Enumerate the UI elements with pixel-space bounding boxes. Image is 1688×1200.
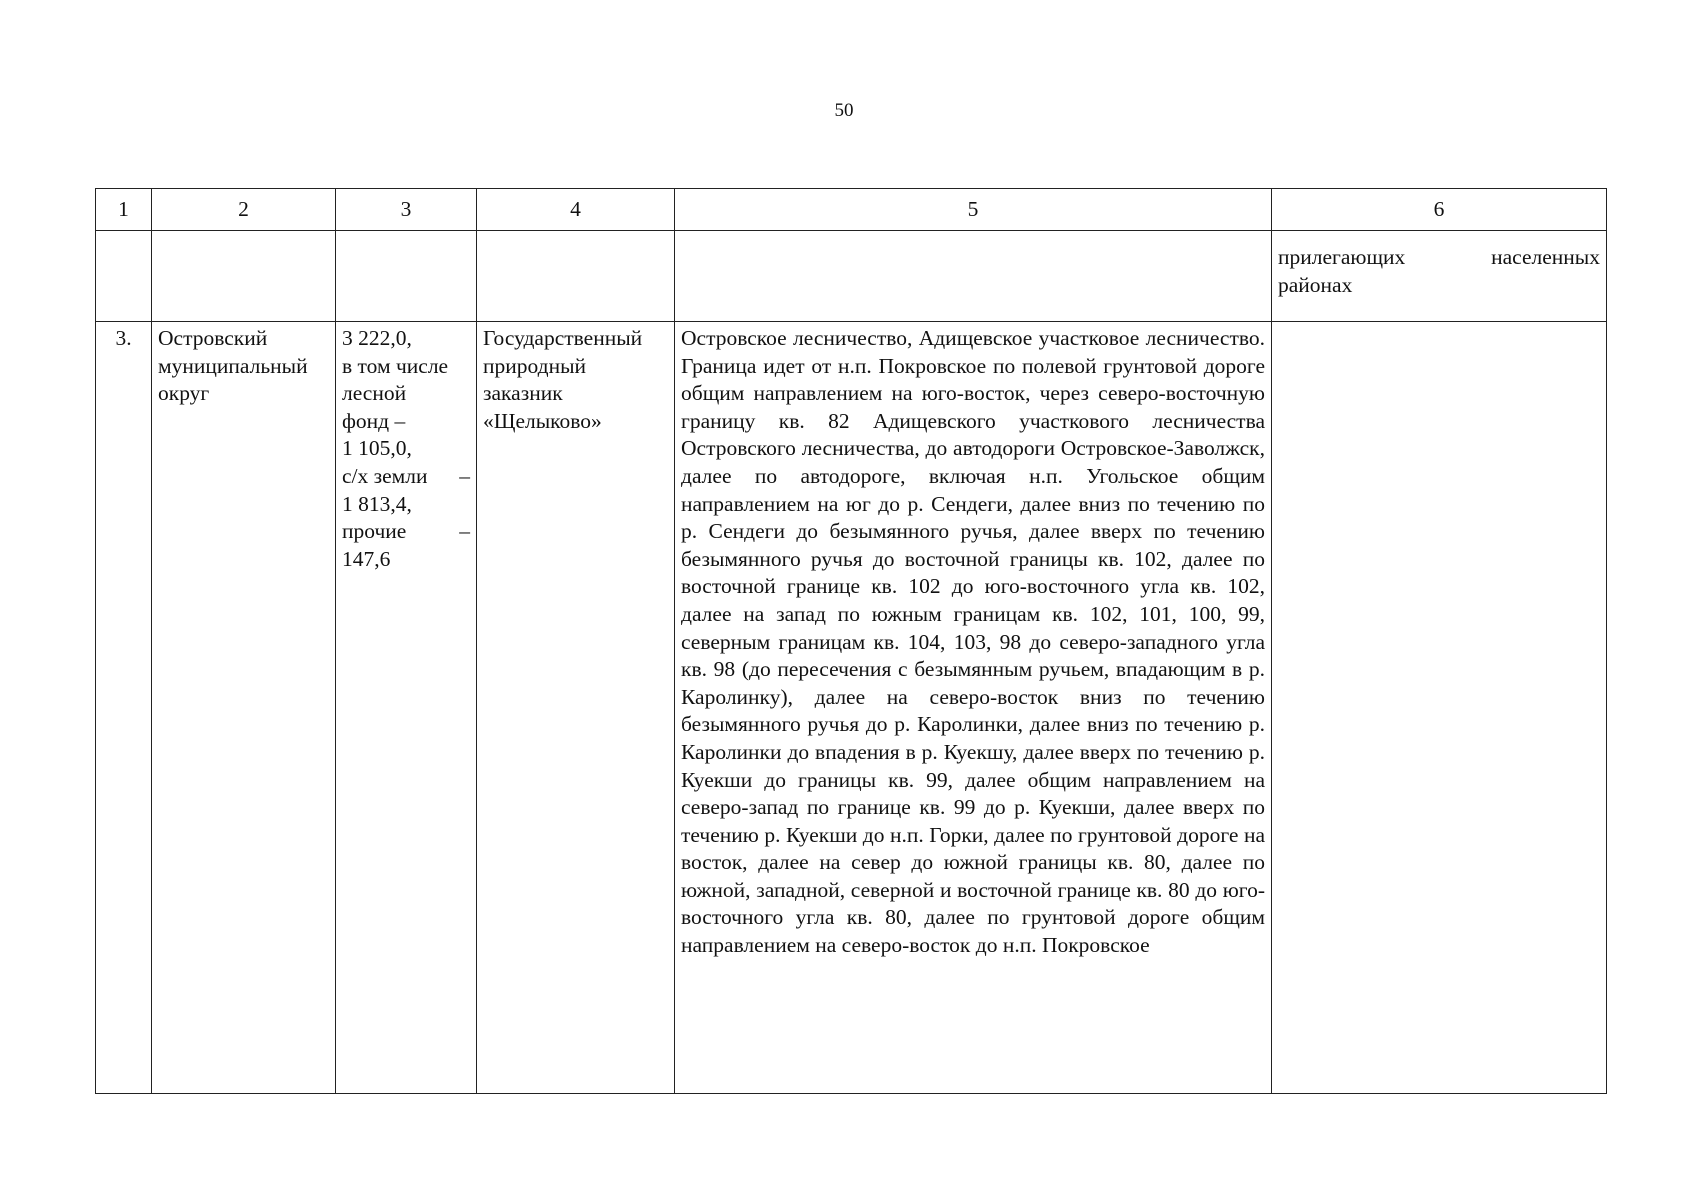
district-line: округ — [158, 381, 210, 406]
district-cell — [152, 322, 336, 1094]
area-line: 1 813,4, — [342, 491, 412, 516]
table-row — [96, 322, 1607, 1094]
continuation-cell-5 — [675, 231, 1272, 322]
header-cell-6: 6 — [1272, 189, 1607, 231]
header-cell-3: 3 — [336, 189, 477, 231]
area-line: прочие – — [342, 519, 470, 544]
name-cell — [477, 322, 675, 1094]
area-line: 1 105,0, — [342, 436, 412, 461]
district-line: муниципальный — [158, 353, 308, 378]
page-number: 50 — [834, 100, 854, 121]
area-line: лесной — [342, 381, 407, 406]
continuation-cell-2 — [152, 231, 336, 322]
area-line: в том числе — [342, 353, 449, 378]
row-col6-cell — [1272, 322, 1607, 1094]
name-line: заказник — [483, 381, 563, 406]
column-number-row — [96, 189, 1607, 231]
continuation-cell-4 — [477, 231, 675, 322]
row-number: 3. — [96, 322, 152, 1094]
area-cell — [336, 322, 477, 1094]
header-cell-5: 5 — [675, 189, 1272, 231]
continuation-text-line-1: прилегающих населенных — [1278, 245, 1600, 269]
area-line: фонд – — [342, 408, 406, 433]
continuation-text-line-2: районах — [1278, 272, 1353, 297]
header-cell-1: 1 — [96, 189, 152, 231]
area-line: 147,6 — [342, 546, 391, 571]
continuation-cell-3 — [336, 231, 477, 322]
boundary-description: Островское лесничество, Адищевское участковое лесничество. Граница идет от н.п. Покровское по полевой грунтовой дороге общим направлением на юго-восток, через северо-восточную границу кв. 82 Адищевского участкового лесничества Островского лесничества, до автодороги Островское-Заволжск, далее по автодороге, включая н.п. Угольское общим направлением на юг до р. Сендеги, далее вниз по течению по р. Сендеги до безымянного ручья, далее вверх по течению безымянного ручья до восточной границы кв. 102, далее по восточной границе кв. 102 до юго-восточного угла кв. 102, далее на запад по южным границам кв. 102, 101, 100, 99, северным границам кв. 104, 103, 98 до северо-западного угла кв. 98 (до пересечения с безымянным ручьем, впадающим в р. Каролинку), далее на северо-восток вниз по течению безымянного ручья до р. Каролинки, далее вниз по течению р. Каролинки до впадения в р. Куекшу, далее вверх по течению р. Куекши до границы кв. 99, далее общим направлением на северо-запад по границе кв. 99 до р. Куекши, далее вверх по течению р. Куекши до н.п. Горки, далее по грунтовой дороге на восток, далее на север до южной границы кв. 80, далее по южной, западной, северной и восточной границе кв. 80 до юго-восточного угла кв. 80, далее по грунтовой дороге общим направлением на северо-восток до н.п. Покровское — [675, 322, 1272, 1094]
continuation-cell-1 — [96, 231, 152, 322]
name-line: природный — [483, 353, 587, 378]
name-line: Государственный — [483, 326, 643, 350]
header-cell-4: 4 — [477, 189, 675, 231]
name-line: «Щелыково» — [483, 408, 602, 433]
protected-areas-table — [95, 188, 1607, 1094]
area-line: с/х земли – — [342, 463, 470, 488]
district-line: Островский — [158, 326, 268, 350]
header-cell-2: 2 — [152, 189, 336, 231]
continuation-cell-6 — [1272, 231, 1607, 322]
continuation-row — [96, 231, 1607, 322]
area-line: 3 222,0, — [342, 326, 412, 350]
